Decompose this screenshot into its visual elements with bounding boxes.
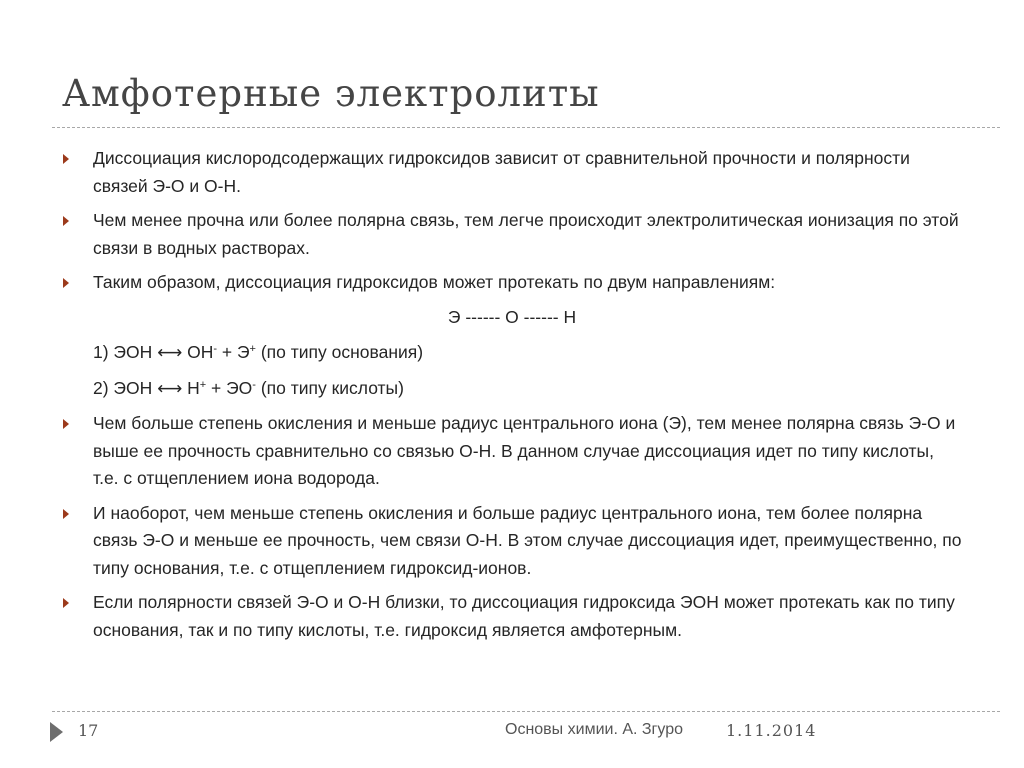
equation-note: (по типу основания) bbox=[255, 342, 424, 362]
ion-charge: - bbox=[252, 378, 256, 391]
equilibrium-arrow-icon: ⟷ bbox=[157, 342, 183, 362]
title-divider bbox=[52, 127, 1000, 128]
bullet-arrow-icon bbox=[63, 216, 69, 226]
equation-lhs: 1) ЭОН bbox=[93, 342, 158, 362]
equation-lhs: 2) ЭОН bbox=[93, 377, 158, 398]
bullet-text: Чем больше степень окисления и меньше радиус центрального иона (Э), тем менее полярна связь Э-О и выше ее прочность сравнительно со связью О-Н. В данном случае диссоциация идет по типу кислоты, т.е. с отщеплением иона водорода. bbox=[93, 413, 956, 488]
bullet-arrow-icon bbox=[63, 278, 69, 288]
equation-acid bbox=[62, 375, 962, 403]
bullet-text: Чем менее прочна или более полярна связь, тем легче происходит электролитическая ионизация по этой связи в водных растворах. bbox=[93, 210, 959, 258]
ion-text: + Э bbox=[217, 342, 250, 362]
ion-charge: + bbox=[199, 378, 207, 391]
ion-text: + ЭО bbox=[206, 377, 253, 398]
slide-content bbox=[62, 145, 962, 651]
bullet-text: Если полярности связей Э-О и О-Н близки, то диссоциация гидроксида ЭОН может протекать как по типу основания, так и по типу кислоты, т.е. гидроксид является амфотерным. bbox=[93, 592, 955, 640]
bullet-text: Таким образом, диссоциация гидроксидов может протекать по двум направлениям: bbox=[93, 272, 776, 292]
ion-text: Н bbox=[182, 377, 200, 398]
bullet-arrow-icon bbox=[63, 509, 69, 519]
equation-base bbox=[62, 339, 962, 367]
bullet-item bbox=[62, 589, 962, 644]
bullet-item bbox=[62, 500, 962, 583]
bullet-arrow-icon bbox=[63, 598, 69, 608]
ion-charge: - bbox=[213, 343, 218, 355]
equation-note: (по типу кислоты) bbox=[255, 377, 404, 398]
ion-charge: + bbox=[249, 343, 256, 355]
bullet-item bbox=[62, 410, 962, 493]
ion-text: ОН bbox=[182, 342, 214, 362]
bullet-item bbox=[62, 269, 962, 297]
slide-title: Амфотерные электролиты bbox=[62, 72, 600, 115]
bullet-item bbox=[62, 145, 962, 200]
bullet-item bbox=[62, 207, 962, 262]
bullet-text: Диссоциация кислородсодержащих гидроксидов зависит от сравнительной прочности и полярности связей Э-О и О-Н. bbox=[93, 148, 910, 196]
equilibrium-arrow-icon: ⟷ bbox=[157, 377, 183, 398]
footer-caption: Основы химии. А. Згуро bbox=[505, 721, 684, 738]
bullet-text: И наоборот, чем меньше степень окисления и больше радиус центрального иона, тем более полярна связь Э-О и меньше ее прочность, чем связи О-Н. В этом случае диссоциация идет, преимущественно, по типу основания, т.е. с отщеплением гидроксид-ионов. bbox=[93, 502, 962, 578]
bullet-arrow-icon bbox=[63, 154, 69, 164]
slide-marker-icon bbox=[50, 722, 63, 742]
slide-number: 17 bbox=[78, 721, 99, 740]
footer-date: 1.11.2014 bbox=[726, 721, 817, 740]
footer-divider bbox=[52, 711, 1000, 712]
bond-scheme: Э ------ О ------ Н bbox=[447, 306, 577, 327]
bullet-arrow-icon bbox=[63, 419, 69, 429]
